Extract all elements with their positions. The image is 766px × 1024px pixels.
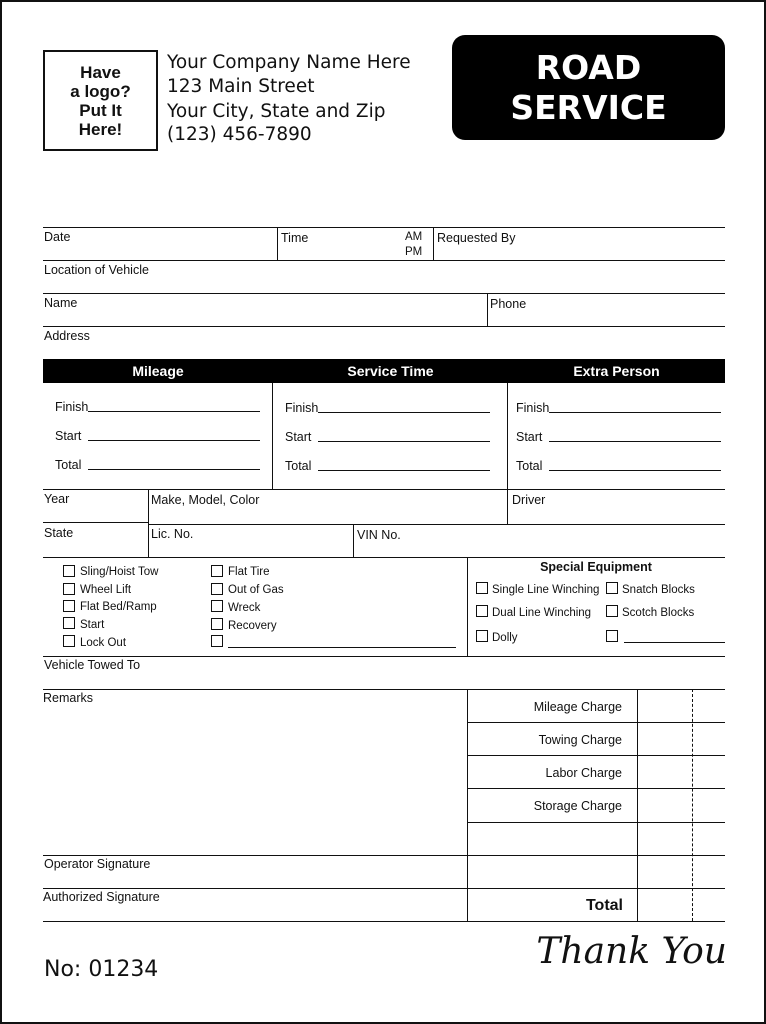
extra-total-label: Total — [516, 459, 543, 473]
date-label: Date — [44, 230, 71, 244]
start-checkbox[interactable] — [63, 617, 75, 629]
mileage-finish-line — [88, 411, 260, 412]
rule — [43, 489, 725, 490]
mileage-charge-label: Mileage Charge — [533, 700, 622, 714]
rule — [467, 788, 725, 789]
flat-bed-ramp-checkbox[interactable] — [63, 600, 75, 612]
form-title: ROAD SERVICE — [452, 35, 725, 140]
divider — [637, 689, 638, 921]
special-equipment-title: Special Equipment — [540, 560, 652, 574]
service-finish-label: Finish — [285, 401, 319, 415]
wheel-lift-label: Wheel Lift — [80, 584, 132, 596]
phone-label: Phone — [490, 297, 527, 311]
rule — [43, 293, 725, 294]
flat-tire-checkbox[interactable] — [211, 565, 223, 577]
out-of-gas-checkbox[interactable] — [211, 583, 223, 595]
mileage-header: Mileage — [132, 363, 184, 379]
towing-charge-label: Towing Charge — [538, 733, 622, 747]
divider — [272, 383, 273, 489]
total-label: Total — [585, 897, 623, 914]
wreck-checkbox[interactable] — [211, 600, 223, 612]
company-name: Your Company Name Here — [167, 52, 411, 73]
mileage-total-label: Total — [55, 458, 82, 472]
section-header-band — [43, 359, 725, 383]
rule — [467, 822, 725, 823]
divider — [277, 227, 278, 260]
name-label: Name — [44, 296, 78, 310]
location-of-vehicle-label: Location of Vehicle — [44, 263, 149, 277]
remarks-label: Remarks — [43, 691, 94, 705]
year-label: Year — [44, 492, 70, 506]
service-time-header: Service Time — [347, 363, 434, 379]
rule — [43, 656, 725, 657]
mileage-total-line — [88, 469, 260, 470]
divider — [487, 293, 488, 326]
mileage-start-label: Start — [55, 429, 82, 443]
other-equipment-line — [624, 642, 725, 643]
snatch-blocks-label: Snatch Blocks — [622, 584, 695, 596]
flat-tire-label: Flat Tire — [228, 566, 270, 578]
recovery-checkbox[interactable] — [211, 618, 223, 630]
rule — [43, 227, 725, 228]
rule — [467, 755, 725, 756]
extra-person-header: Extra Person — [573, 363, 660, 379]
extra-start-line — [549, 441, 721, 442]
mileage-start-line — [88, 440, 260, 441]
dual-line-winching-checkbox[interactable] — [476, 605, 488, 617]
rule — [43, 855, 725, 856]
rule — [467, 722, 725, 723]
wreck-label: Wreck — [228, 602, 261, 614]
service-total-label: Total — [285, 459, 312, 473]
out-of-gas-label: Out of Gas — [228, 584, 284, 596]
other-service-checkbox[interactable] — [211, 635, 223, 647]
storage-charge-label: Storage Charge — [533, 799, 622, 813]
company-city-state-zip: Your City, State and Zip — [167, 101, 386, 122]
vin-no-label: VIN No. — [357, 528, 401, 542]
divider — [467, 689, 468, 921]
operator-signature-label: Operator Signature — [44, 857, 151, 871]
time-label: Time — [281, 231, 309, 245]
pm-label: PM — [405, 246, 423, 258]
divider — [148, 489, 149, 557]
logo-placeholder: Have a logo? Put It Here! — [43, 50, 158, 151]
extra-finish-line — [549, 412, 721, 413]
driver-label: Driver — [512, 493, 546, 507]
rule — [43, 326, 725, 327]
address-label: Address — [44, 329, 90, 343]
recovery-label: Recovery — [228, 620, 277, 632]
other-equipment-checkbox[interactable] — [606, 630, 618, 642]
state-label: State — [44, 526, 74, 540]
cents-divider — [692, 689, 693, 921]
labor-charge-label: Labor Charge — [545, 766, 622, 780]
company-phone: (123) 456-7890 — [167, 124, 312, 145]
vehicle-towed-to-label: Vehicle Towed To — [44, 658, 141, 672]
extra-start-label: Start — [516, 430, 543, 444]
lock-out-label: Lock Out — [80, 637, 127, 649]
service-total-line — [318, 470, 490, 471]
wheel-lift-checkbox[interactable] — [63, 583, 75, 595]
scotch-blocks-checkbox[interactable] — [606, 605, 618, 617]
single-line-winching-checkbox[interactable] — [476, 582, 488, 594]
other-service-line — [228, 647, 456, 648]
rule — [43, 522, 148, 523]
flat-bed-ramp-label: Flat Bed/Ramp — [80, 601, 157, 613]
dolly-label: Dolly — [492, 632, 518, 644]
divider — [353, 524, 354, 557]
rule — [43, 921, 725, 922]
scotch-blocks-label: Scotch Blocks — [622, 607, 695, 619]
extra-total-line — [549, 470, 721, 471]
rule — [43, 689, 725, 690]
snatch-blocks-checkbox[interactable] — [606, 582, 618, 594]
divider — [433, 227, 434, 260]
requested-by-label: Requested By — [437, 231, 516, 245]
extra-finish-label: Finish — [516, 401, 550, 415]
service-finish-line — [318, 412, 490, 413]
authorized-signature-label: Authorized Signature — [43, 890, 160, 904]
thank-you: Thank You — [536, 931, 727, 972]
service-start-line — [318, 441, 490, 442]
service-start-label: Start — [285, 430, 312, 444]
am-label: AM — [405, 231, 423, 243]
rule — [43, 888, 725, 889]
rule — [43, 260, 725, 261]
divider — [507, 383, 508, 524]
rule — [148, 524, 725, 525]
dolly-checkbox[interactable] — [476, 630, 488, 642]
form-number: No: 01234 — [44, 957, 159, 982]
lic-no-label: Lic. No. — [151, 527, 194, 541]
sling-hoist-tow-checkbox[interactable] — [63, 565, 75, 577]
dual-line-winching-label: Dual Line Winching — [492, 607, 592, 619]
make-model-color-label: Make, Model, Color — [151, 493, 260, 507]
lock-out-checkbox[interactable] — [63, 635, 75, 647]
single-line-winching-label: Single Line Winching — [492, 584, 600, 596]
start-service-label: Start — [80, 619, 105, 631]
rule — [43, 557, 725, 558]
mileage-finish-label: Finish — [55, 400, 89, 414]
sling-hoist-tow-label: Sling/Hoist Tow — [80, 566, 159, 578]
company-street: 123 Main Street — [167, 76, 315, 97]
